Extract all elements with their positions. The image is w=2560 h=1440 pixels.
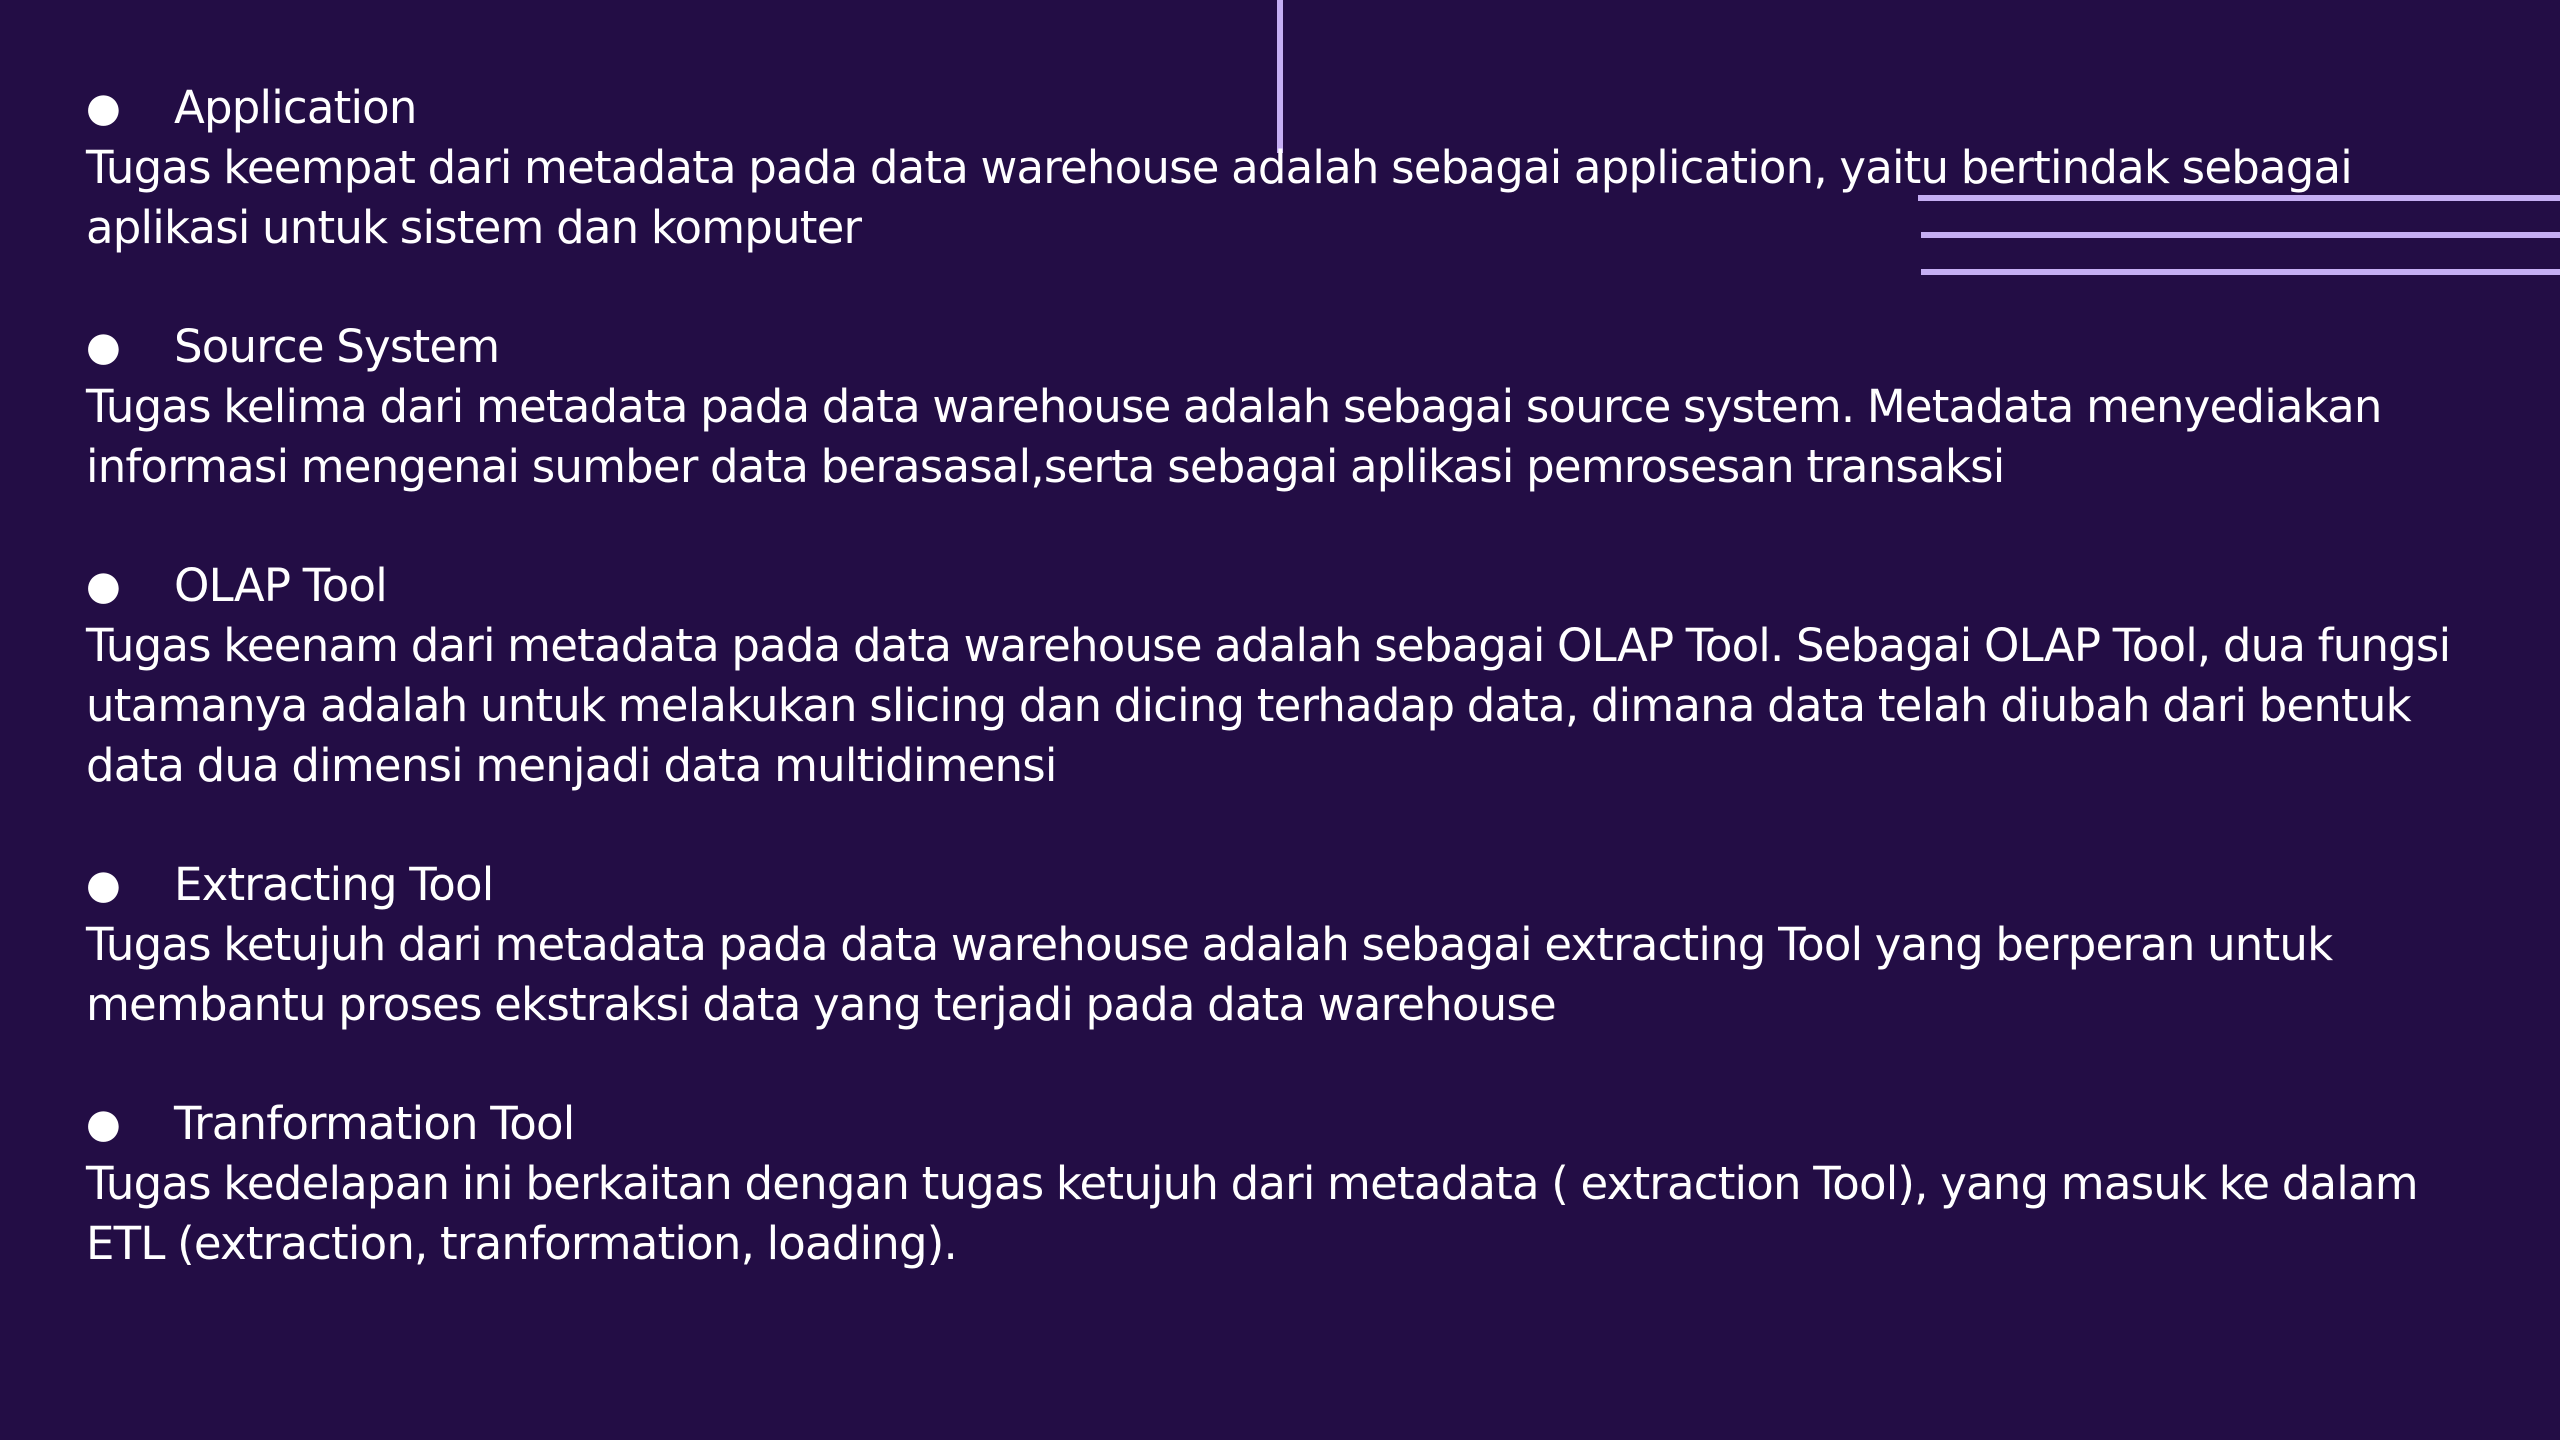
section-olap-tool — [86, 556, 2506, 796]
slide-content — [86, 78, 2506, 1333]
section-heading — [86, 1094, 2506, 1154]
section-heading — [86, 317, 2506, 377]
section-title: Extracting Tool — [174, 858, 494, 911]
section-description: Tugas kedelapan ini berkaitan dengan tugas ketujuh dari metadata ( extraction Tool), yang masuk ke dalam ETL (extraction, tranformation, loading). — [86, 1157, 2418, 1270]
section-title: Source System — [174, 320, 500, 373]
section-extracting-tool — [86, 855, 2506, 1035]
section-title: Tranformation Tool — [174, 1097, 575, 1150]
bullet-icon: ● — [86, 862, 121, 908]
section-heading — [86, 78, 2506, 138]
bullet-icon: ● — [86, 563, 121, 609]
section-description: Tugas ketujuh dari metadata pada data warehouse adalah sebagai extracting Tool yang berperan untuk membantu proses ekstraksi data yang terjadi pada data warehouse — [86, 918, 2333, 1031]
section-source-system — [86, 317, 2506, 497]
section-title: OLAP Tool — [174, 559, 387, 612]
section-description: Tugas keenam dari metadata pada data warehouse adalah sebagai OLAP Tool. Sebagai OLAP Tool, dua fungsi utamanya adalah untuk melakukan slicing dan dicing terhadap data, dimana data telah diubah dari bentuk data dua dimensi menjadi data multidimensi — [86, 619, 2451, 792]
section-description: Tugas keempat dari metadata pada data warehouse adalah sebagai application, yaitu bertindak sebagai aplikasi untuk sistem dan komputer — [86, 141, 2352, 254]
section-description: Tugas kelima dari metadata pada data warehouse adalah sebagai source system. Metadata menyediakan informasi mengenai sumber data berasasal,serta sebagai aplikasi pemrosesan transaksi — [86, 380, 2382, 493]
bullet-icon: ● — [86, 1101, 121, 1147]
section-heading — [86, 855, 2506, 915]
section-application — [86, 78, 2506, 258]
section-tranformation-tool — [86, 1094, 2506, 1274]
bullet-icon: ● — [86, 85, 121, 131]
bullet-icon: ● — [86, 324, 121, 370]
section-title: Application — [174, 81, 417, 134]
section-heading — [86, 556, 2506, 616]
